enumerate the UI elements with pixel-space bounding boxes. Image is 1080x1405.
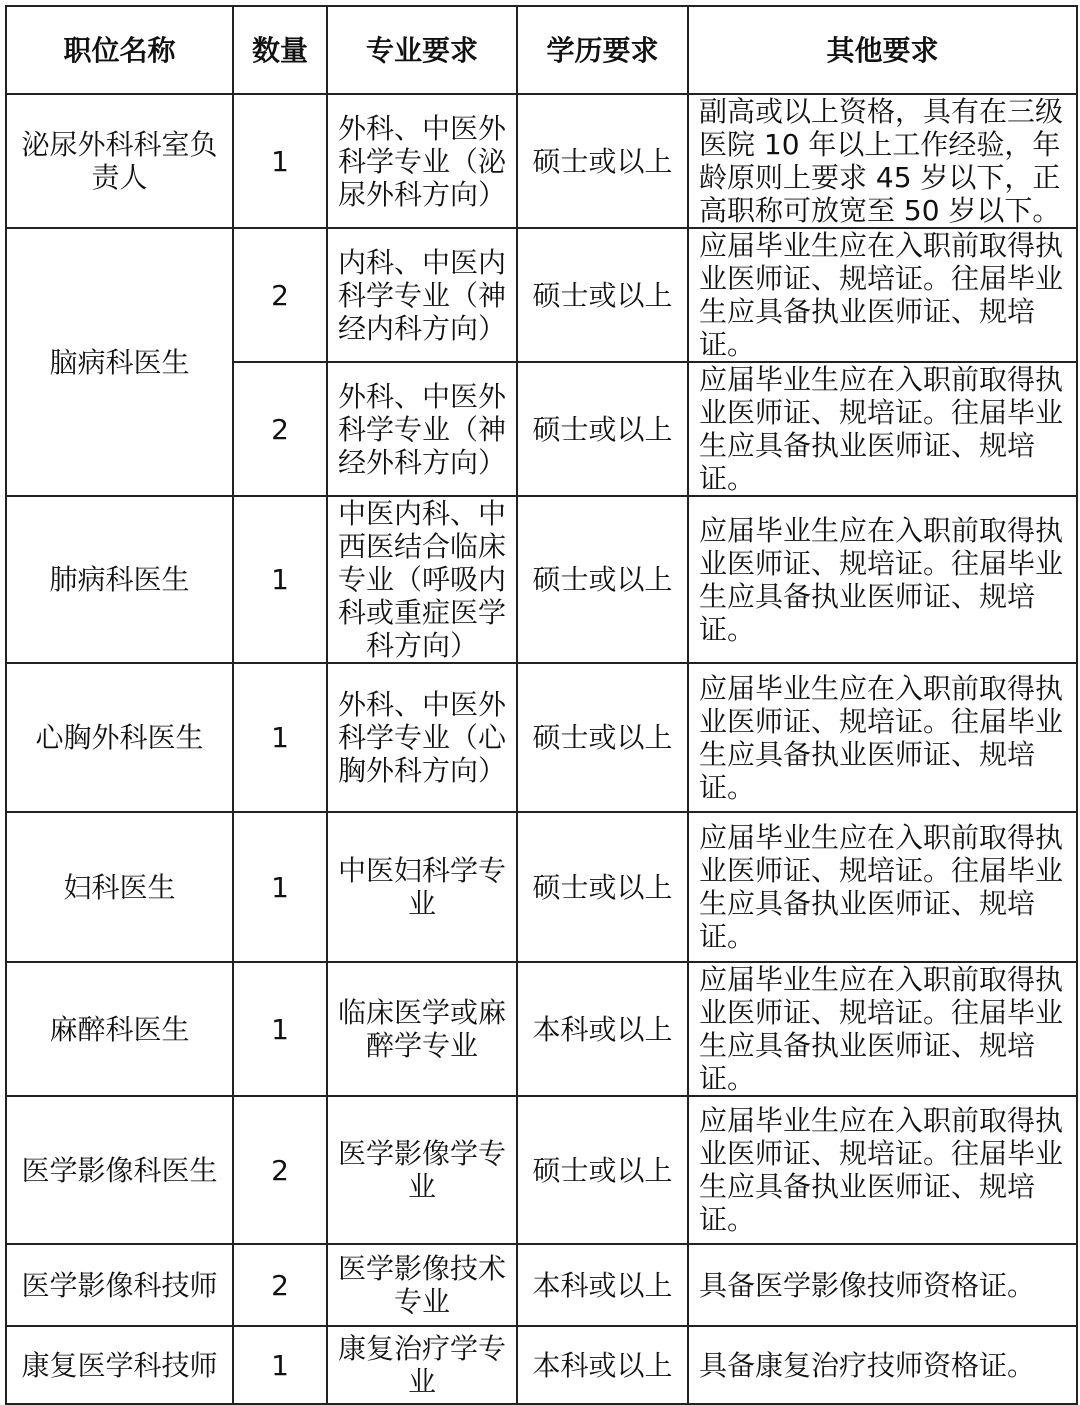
position-cell: 康复医学科技师: [6, 1326, 233, 1404]
position-cell: 医学影像科医生: [6, 1096, 233, 1244]
table-row: [6, 812, 1077, 962]
other-cell: 应届毕业生应在入职前取得执业医师证、规培证。往届毕业生应具备执业医师证、规培证。: [688, 228, 1077, 362]
other-cell: 副高或以上资格，具有在三级医院 10 年以上工作经验，年龄原则上要求 45 岁以下，正高职称可放宽至 50 岁以下。: [688, 94, 1077, 228]
other-cell: 具备康复治疗技师资格证。: [688, 1326, 1077, 1404]
position-cell: 肺病科医生: [6, 496, 233, 663]
other-cell: 应届毕业生应在入职前取得执业医师证、规培证。往届毕业生应具备执业医师证、规培证。: [688, 362, 1077, 496]
major-cell: 外科、中医外科学专业（心胸外科方向）: [327, 663, 517, 812]
major-cell: 医学影像技术专业: [327, 1244, 517, 1326]
education-cell: 硕士或以上: [517, 496, 688, 663]
education-cell: 硕士或以上: [517, 812, 688, 962]
count-cell: 1: [233, 663, 327, 812]
major-cell: 内科、中医内科学专业（神经内科方向）: [327, 228, 517, 362]
count-cell: 2: [233, 1096, 327, 1244]
other-cell: 应届毕业生应在入职前取得执业医师证、规培证。往届毕业生应具备执业医师证、规培证。: [688, 962, 1077, 1096]
major-cell: 医学影像学专业: [327, 1096, 517, 1244]
major-cell: 康复治疗学专业: [327, 1326, 517, 1404]
count-cell: 1: [233, 496, 327, 663]
other-cell: 应届毕业生应在入职前取得执业医师证、规培证。往届毕业生应具备执业医师证、规培证。: [688, 812, 1077, 962]
education-cell: 硕士或以上: [517, 94, 688, 228]
table-row: [6, 1326, 1077, 1404]
count-cell: 2: [233, 1244, 327, 1326]
header-position: 职位名称: [6, 6, 233, 94]
count-cell: 2: [233, 228, 327, 362]
education-cell: 硕士或以上: [517, 663, 688, 812]
education-cell: 本科或以上: [517, 1326, 688, 1404]
education-cell: 硕士或以上: [517, 228, 688, 362]
other-cell: 应届毕业生应在入职前取得执业医师证、规培证。往届毕业生应具备执业医师证、规培证。: [688, 663, 1077, 812]
count-cell: 1: [233, 962, 327, 1096]
education-cell: 硕士或以上: [517, 1096, 688, 1244]
position-cell: 医学影像科技师: [6, 1244, 233, 1326]
position-cell: 麻醉科医生: [6, 962, 233, 1096]
education-cell: 硕士或以上: [517, 362, 688, 496]
count-cell: 1: [233, 812, 327, 962]
major-cell: 临床医学或麻醉学专业: [327, 962, 517, 1096]
table-row: [6, 962, 1077, 1096]
other-cell: 应届毕业生应在入职前取得执业医师证、规培证。往届毕业生应具备执业医师证、规培证。: [688, 1096, 1077, 1244]
major-cell: 中医妇科学专业: [327, 812, 517, 962]
header-major: 专业要求: [327, 6, 517, 94]
table-row: [6, 94, 1077, 228]
count-cell: 1: [233, 94, 327, 228]
table-row: [6, 1244, 1077, 1326]
other-cell: 应届毕业生应在入职前取得执业医师证、规培证。往届毕业生应具备执业医师证、规培证。: [688, 496, 1077, 663]
major-cell: 中医内科、中西医结合临床专业（呼吸内科或重症医学科方向）: [327, 496, 517, 663]
table-row: [6, 663, 1077, 812]
position-cell: 泌尿外科科室负责人: [6, 94, 233, 228]
other-cell: 具备医学影像技师资格证。: [688, 1244, 1077, 1326]
education-cell: 本科或以上: [517, 962, 688, 1096]
table-row: [6, 496, 1077, 663]
header-row: [6, 6, 1077, 94]
education-cell: 本科或以上: [517, 1244, 688, 1326]
table-row: [6, 1096, 1077, 1244]
table-row: [6, 228, 1077, 362]
position-cell: 心胸外科医生: [6, 663, 233, 812]
count-cell: 2: [233, 362, 327, 496]
position-cell: 妇科医生: [6, 812, 233, 962]
header-education: 学历要求: [517, 6, 688, 94]
header-other: 其他要求: [688, 6, 1077, 94]
recruitment-table: [5, 5, 1078, 1405]
count-cell: 1: [233, 1326, 327, 1404]
major-cell: 外科、中医外科学专业（泌尿外科方向）: [327, 94, 517, 228]
position-cell: 脑病科医生: [6, 228, 233, 496]
header-count: 数量: [233, 6, 327, 94]
major-cell: 外科、中医外科学专业（神经外科方向）: [327, 362, 517, 496]
